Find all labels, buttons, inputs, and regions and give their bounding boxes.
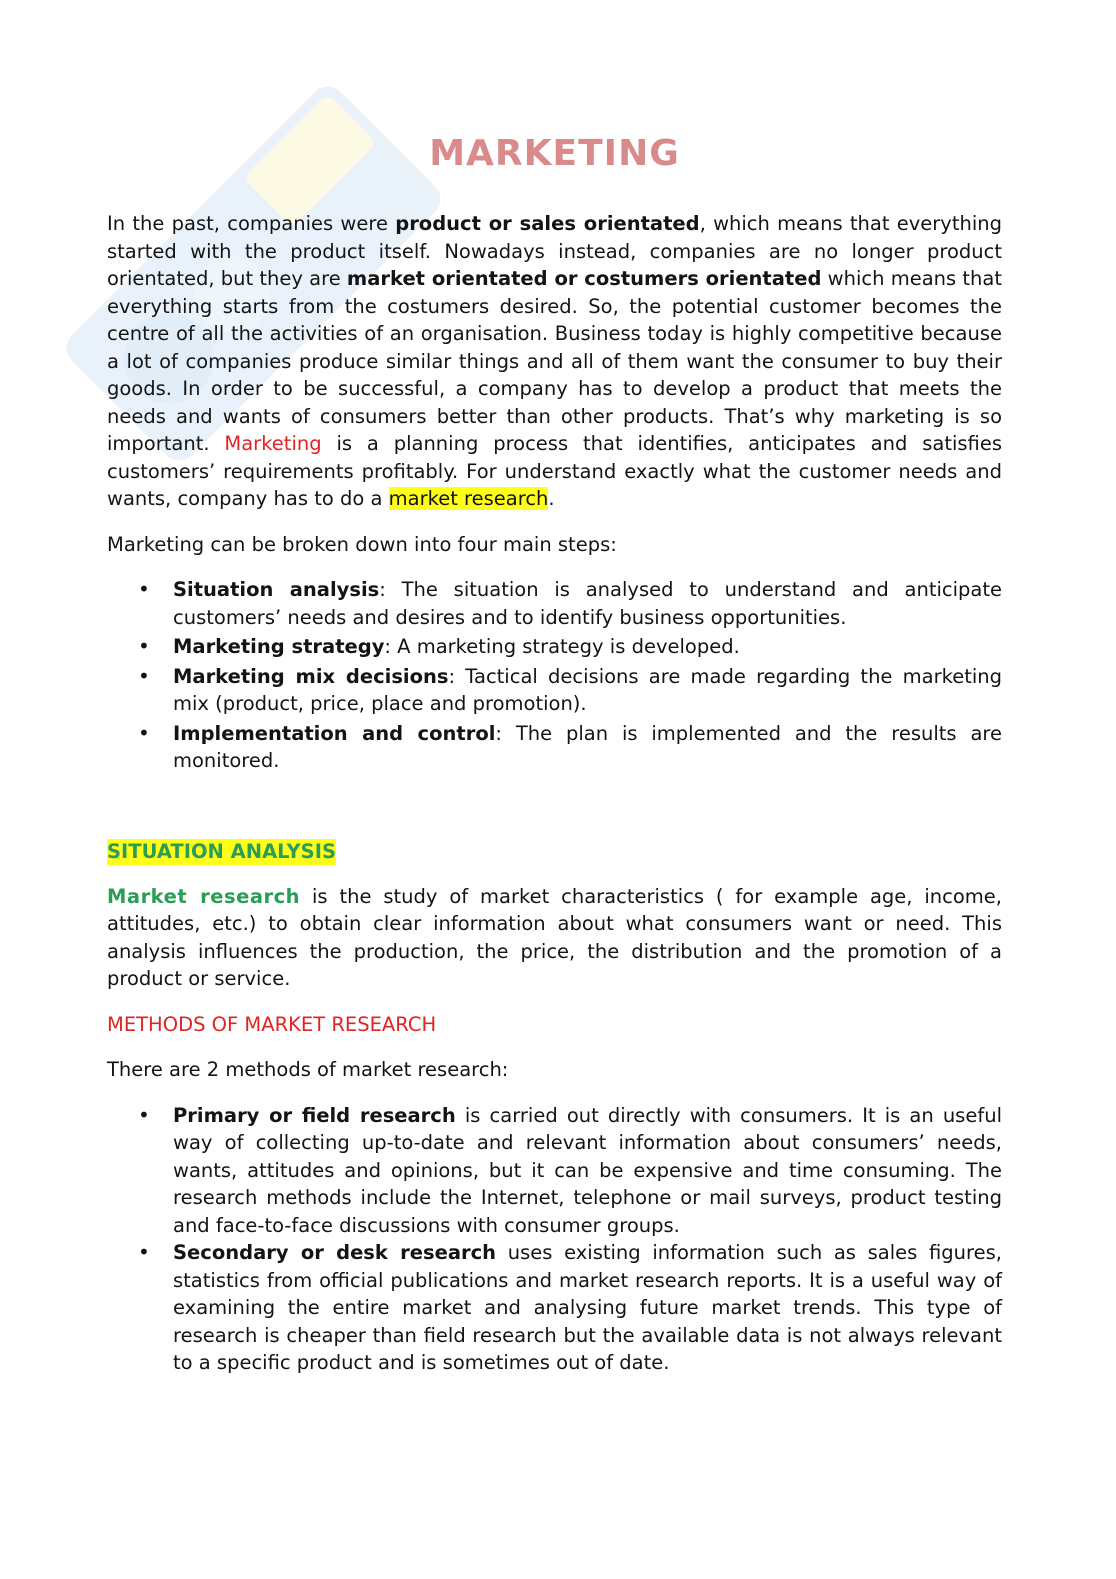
market-research-paragraph bbox=[107, 883, 1002, 993]
step-term: Marketing strategy bbox=[173, 635, 385, 658]
step-text: : Tactical decisions are made regarding the marketing mix (product, price, place and promotion). bbox=[173, 664, 1002, 715]
list-item bbox=[107, 663, 1002, 718]
method-text: uses existing information such as sales figures, statistics from official publications and market research reports. It is a useful way of examining the entire market and analysing future market trends. This type of research is cheaper than field research but the available data is not always relevant to a specific product and is sometimes out of date. bbox=[173, 1241, 1002, 1374]
document-page bbox=[107, 128, 1002, 1377]
method-text: is carried out directly with consumers. It is an useful way of collecting up-to-date and relevant information about consumers’ needs, wants, attitudes and opinions, but it can be expensive and time consuming. The research methods include the Internet, telephone or mail surveys, product testing and face-to-face discussions with consumer groups. bbox=[173, 1103, 1002, 1237]
steps-lead: Marketing can be broken down into four main steps: bbox=[107, 532, 617, 556]
method-term: Primary or field research bbox=[173, 1103, 456, 1127]
steps-list bbox=[107, 576, 1002, 775]
market-research-highlight: market research bbox=[388, 487, 549, 510]
marketing-term: Marketing bbox=[224, 432, 322, 455]
intro-text: In the past, companies were bbox=[107, 212, 396, 235]
methods-lead: There are 2 methods of market research: bbox=[107, 1058, 509, 1081]
step-term: Marketing mix decisions bbox=[173, 664, 449, 688]
intro-paragraph bbox=[107, 210, 1002, 513]
list-item bbox=[107, 1239, 1002, 1377]
intro-bold-term: product or sales orientated bbox=[395, 212, 700, 235]
list-item bbox=[107, 1102, 1002, 1240]
step-term: Implementation and control bbox=[173, 721, 496, 745]
market-research-text: is the study of market characteristics ( for example age, income, attitudes, etc.) to obtain clear information about what consumers want or need. This analysis influences the production, the price, the distribution and the promotion of a product or service. bbox=[107, 884, 1003, 990]
intro-text: is a planning process that identifies, anticipates and satisfies customers’ requirements profitably. For understand exactly what the customer needs and wants, company has to do a bbox=[107, 432, 1002, 510]
market-research-term: Market research bbox=[107, 884, 301, 908]
intro-bold-term: market orientated or costumers orientated bbox=[346, 267, 822, 290]
list-item bbox=[107, 720, 1002, 775]
step-text: : A marketing strategy is developed. bbox=[384, 635, 740, 658]
intro-text: , which means that everything started with the product itself. Nowadays instead, companies are no longer product orientated, but they are bbox=[107, 212, 1003, 290]
page-title: MARKETING bbox=[429, 133, 680, 174]
intro-text: . bbox=[548, 487, 555, 510]
step-text: : The plan is implemented and the results are monitored. bbox=[173, 721, 1002, 772]
methods-list bbox=[107, 1102, 1002, 1377]
intro-text: which means that everything starts from the costumers desired. So, the potential customer becomes the centre of all the activities of an organisation. Business today is highly competitive because a lot of companies produce similar things and all of them want the consumer to buy their goods. In order to be successful, a company has to develop a product that meets the needs and wants of consumers better than other products. That’s why marketing is so important. bbox=[107, 267, 1002, 455]
methods-heading: METHODS OF MARKET RESEARCH bbox=[107, 1012, 437, 1036]
list-item bbox=[107, 633, 1002, 661]
list-item bbox=[107, 576, 1002, 631]
section-heading-situation-analysis: SITUATION ANALYSIS bbox=[107, 839, 337, 863]
method-term: Secondary or desk research bbox=[173, 1241, 497, 1264]
step-term: Situation analysis bbox=[173, 578, 380, 601]
step-text: : The situation is analysed to understand and anticipate customers’ needs and desires and to identify business opportunities. bbox=[173, 578, 1002, 629]
